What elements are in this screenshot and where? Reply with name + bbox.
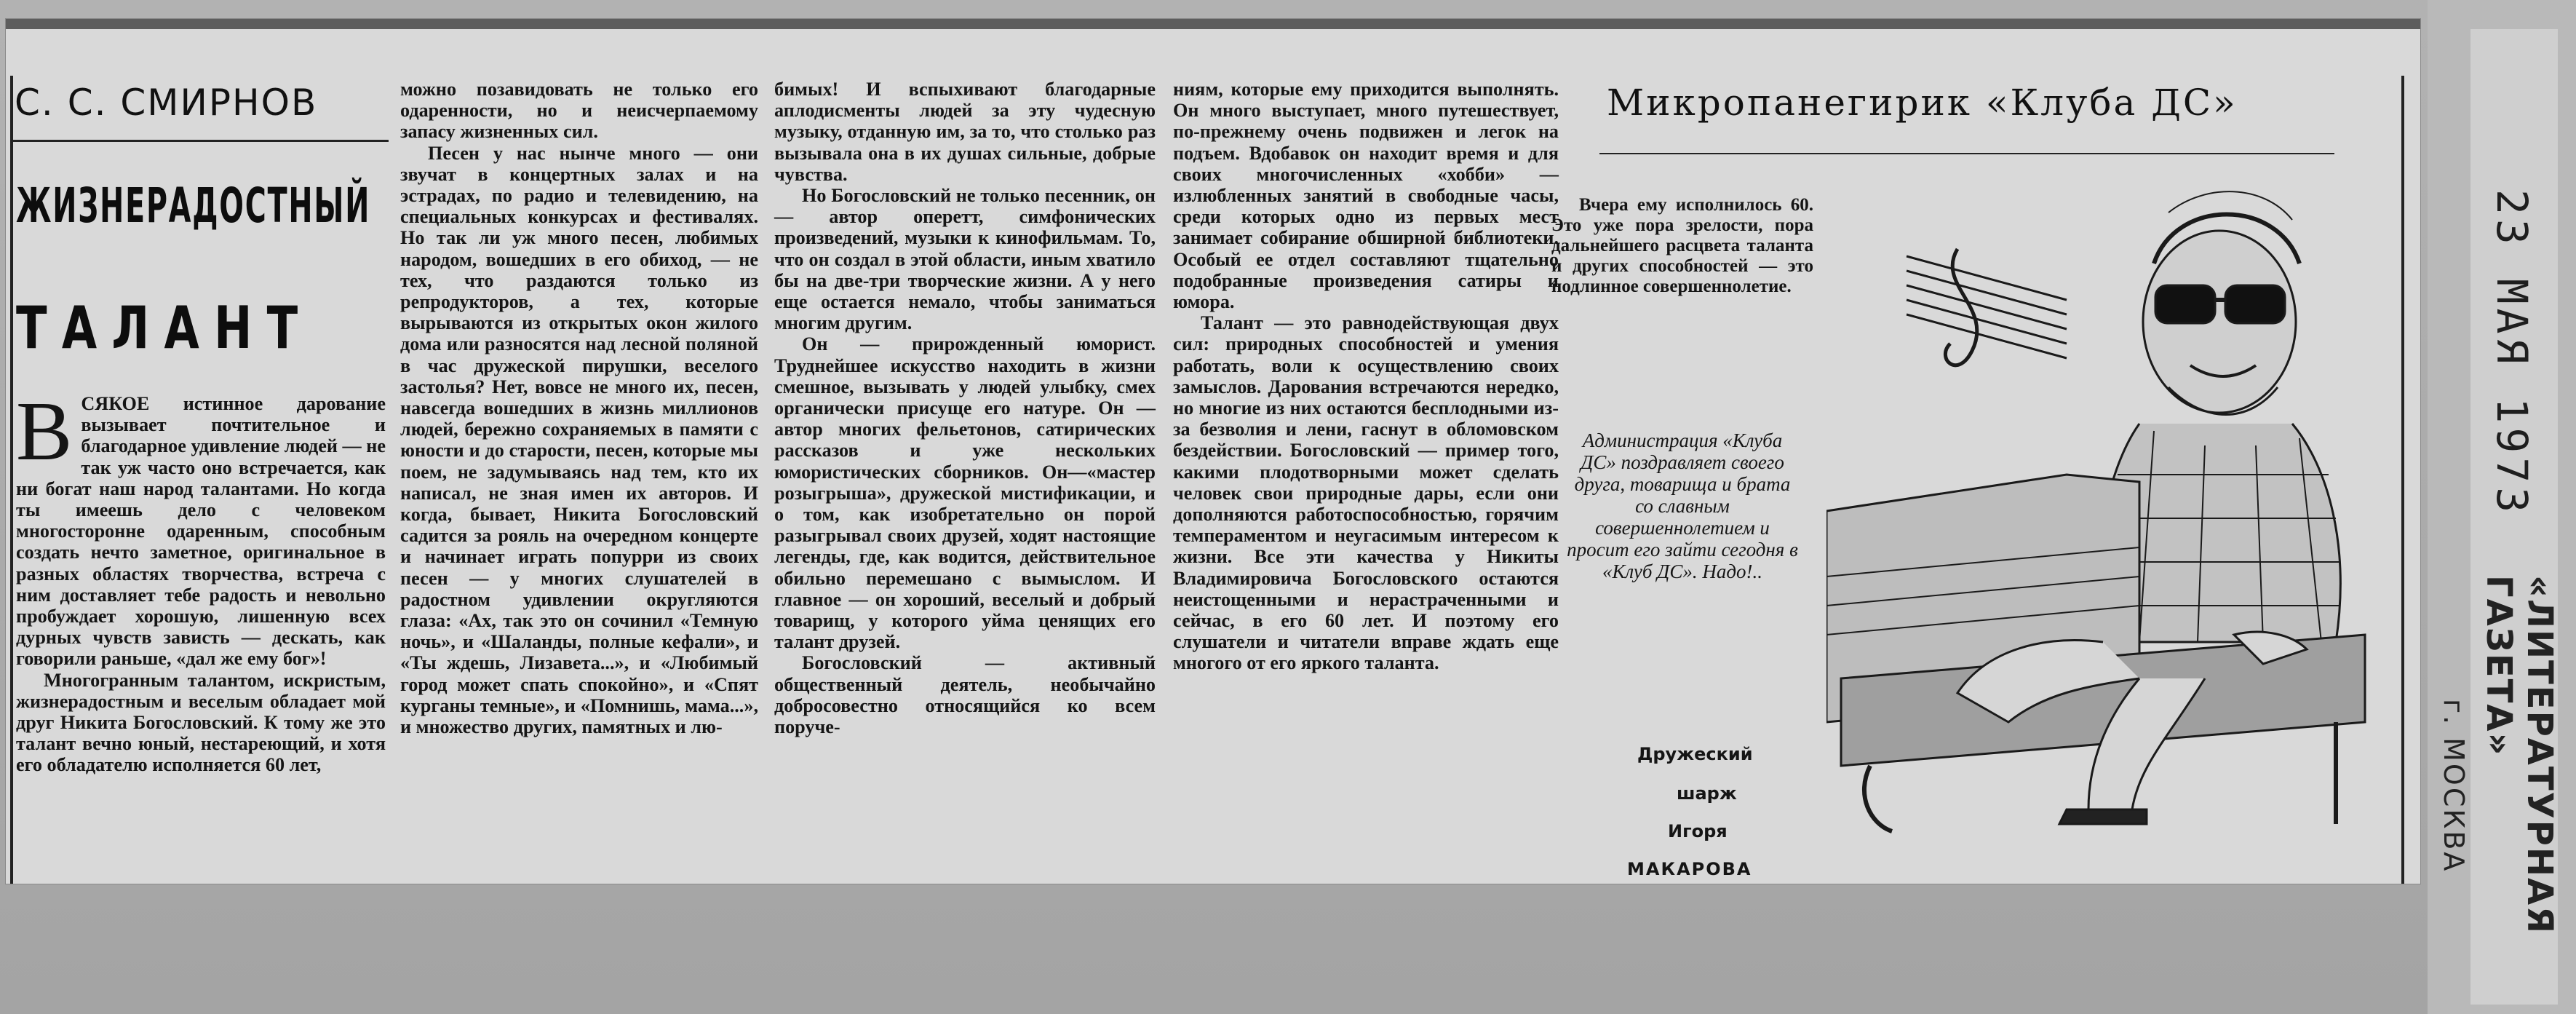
caption-line-2: шарж: [1677, 783, 1737, 804]
paragraph: можно позавидовать не только его одаренности, но и неисчерпаемому запасу жизненных сил.: [400, 79, 758, 143]
headline-line2: ТАЛАНТ: [16, 294, 313, 362]
column-rule-right: [2401, 76, 2404, 884]
date-stamp: 23 МАЯ 1973: [2487, 189, 2537, 518]
article-column-4: [1173, 79, 1559, 674]
paragraph: Вчера ему исполнилось 60. Это уже пора зрелости, пора дальнейшего расцвета таланта и других способностей — это подлинное совершеннолетие.: [1551, 195, 1813, 296]
paragraph: Администрация «Клуба ДС» поздравляет своего друга, товарища и брата со славным совершеннолетием и просит его зайти сегодня в «Клуб ДС». Надо!..: [1567, 429, 1798, 582]
headline-line1: ЖИЗНЕРАДОСТНЫЙ: [16, 178, 371, 234]
column-rule-left: [10, 76, 13, 884]
caricature-drawing: [1826, 169, 2380, 846]
paragraph: бимых! И вспыхивают благодарные аплодисменты людей за эту чудесную музыку, отданную им, за то, что столько раз вызывала она в их душах сильные, добрые чувства.: [774, 79, 1156, 185]
paragraph: Богословский — активный общественный деятель, необычайно добросовестно относящийся ко всем поруче-: [774, 652, 1156, 738]
caption-line-4: МАКАРОВА: [1627, 859, 1752, 879]
paragraph: Он — прирожденный юморист. Труднейшее искусство находить в жизни смешное, вызывать у людей улыбку, смех органически присуще его натуре. Он — автор многих фельетонов, сатирических рассказов и уже нескольких юмористических сборников. Он—«мастер розыгрыша», дружеской мистификации, и о том, как изобретательно он порой разыгрывал своих друзей, ходят настоящие легенды, где, как водится, действительное обильно перемешано с вымыслом. И главное — он хороший, веселый и добрый товарищ, у которого уйма ценящих его талант друзей.: [774, 333, 1156, 653]
paragraph: [16, 385, 386, 670]
article-author: С. С. СМИРНОВ: [15, 82, 318, 124]
paragraph: Песен у нас нынче много — они звучат в концертных залах и на эстрадах, по радио и телевидению, на специальных конкурсах и фестивалях. Но так ли уж много песен, любимых народом, вошедших в его обиход, — не тех, что раздаются только из репродукторов, а тех, которые вырываются из открытых окон жилого дома или разносятся над лесной поляной в час дружеской пирушки, веселого застолья? Нет, вовсе не много их, песен, навсегда вошедших в жизнь миллионов людей, бережно сохраняемых в памяти с юности и до старости, песен, которые мы поем, не задумываясь над тем, кто их написал, не зная имен их авторов. И когда, бывает, Никита Богословский садится за рояль на очередном концерте и начинает играть попурри из своих песен — у многих слушателей в радостном удивлении округляются глаза: «Ах, так это он сочинил «Темную ночь», и «Шаланды, полные кефали», и «Ты ждешь, Лизавета...», и «Любимый город может спать спокойно», и «Спят курганы темные», и «Помнишь, мама...», и множество других, памятных и лю-: [400, 142, 758, 738]
article-column-2: [400, 79, 758, 737]
sidebar-greeting: [1566, 429, 1799, 582]
paragraph: Многогранным талантом, искристым, жизнерадостным и веселым обладает мой друг Никита Богословский. К тому же это талант вечно юный, нестареющий, и хотя его обладателю исполняется 60 лет,: [16, 669, 386, 776]
rubric-rule: [1599, 153, 2334, 154]
rubric-title: Микропанегирик «Клуба ДС»: [1607, 82, 2238, 124]
paragraph: Талант — это равнодействующая двух сил: природных способностей и умения работать, воли к осуществлению своих замыслов. Дарования встречаются нередко, но многие из них остаются бесплодными из-за безволия и лени, гаснут в обломовском бездействии. Богословский — пример того, какими плодотворными может сделать человек свои природные дары, если они дополняются работоспособностью, горячим темпераментом и неугасимым интересом к жизни. Все эти качества у Никиты Владимировича Богословского остаются неистощенными и нерастраченными и сейчас, в его 60 лет. И поэтому его слушатели и читатели вправе ждать еще многого от его яркого таланта.: [1173, 312, 1559, 674]
paragraph: ниям, которые ему приходится выполнять. Он много выступает, много путешествует, по-прежнему очень подвижен и легок на подъем. Вдобавок он находит время и для своих многочисленных «хобби» — излюбленных занятий в свободные часы, среди которых одно из первых мест занимает собирание обширной библиотеки. Особый ее отдел составляют тщательно подобранные произведения сатиры и юмора.: [1173, 79, 1559, 313]
city-stamp: г. МОСКВА: [2438, 699, 2470, 874]
article-column-1: [16, 385, 386, 776]
paragraph-text: СЯКОЕ истинное дарование вызывает почтительное и благодарное удивление людей — не так уж часто оно встречается, как ни богат наш народ талантами. Но когда ты имеешь дело с человеком многосторонне одаренным, способным создать нечто заметное, оригинальное в разных областях творчества, встреча с ним доставляет тебе радость и невольно пробуждает хорошую, лишенную всех дурных чувств зависть — дескать, как говорили раньше, «дал же ему бог»!: [16, 393, 386, 670]
caption-line-3: Игоря: [1668, 821, 1728, 841]
dropcap: В: [16, 385, 73, 478]
author-rule: [10, 140, 389, 142]
article-column-3: [774, 79, 1156, 737]
newspaper-name-stamp: «ЛИТЕРАТУРНАЯ ГАЗЕТА»: [2478, 575, 2560, 935]
caption-line-1: Дружеский: [1637, 744, 1753, 764]
sidebar-note: [1551, 195, 1813, 297]
paragraph: Но Богословский не только песенник, он — автор оперетт, симфонических произведений, музыки к кинофильмам. То, что он создал в этой области, иным хватило бы на две-три творческие жизни. А у него еще остается немало, чтобы заниматься многим другим.: [774, 185, 1156, 334]
